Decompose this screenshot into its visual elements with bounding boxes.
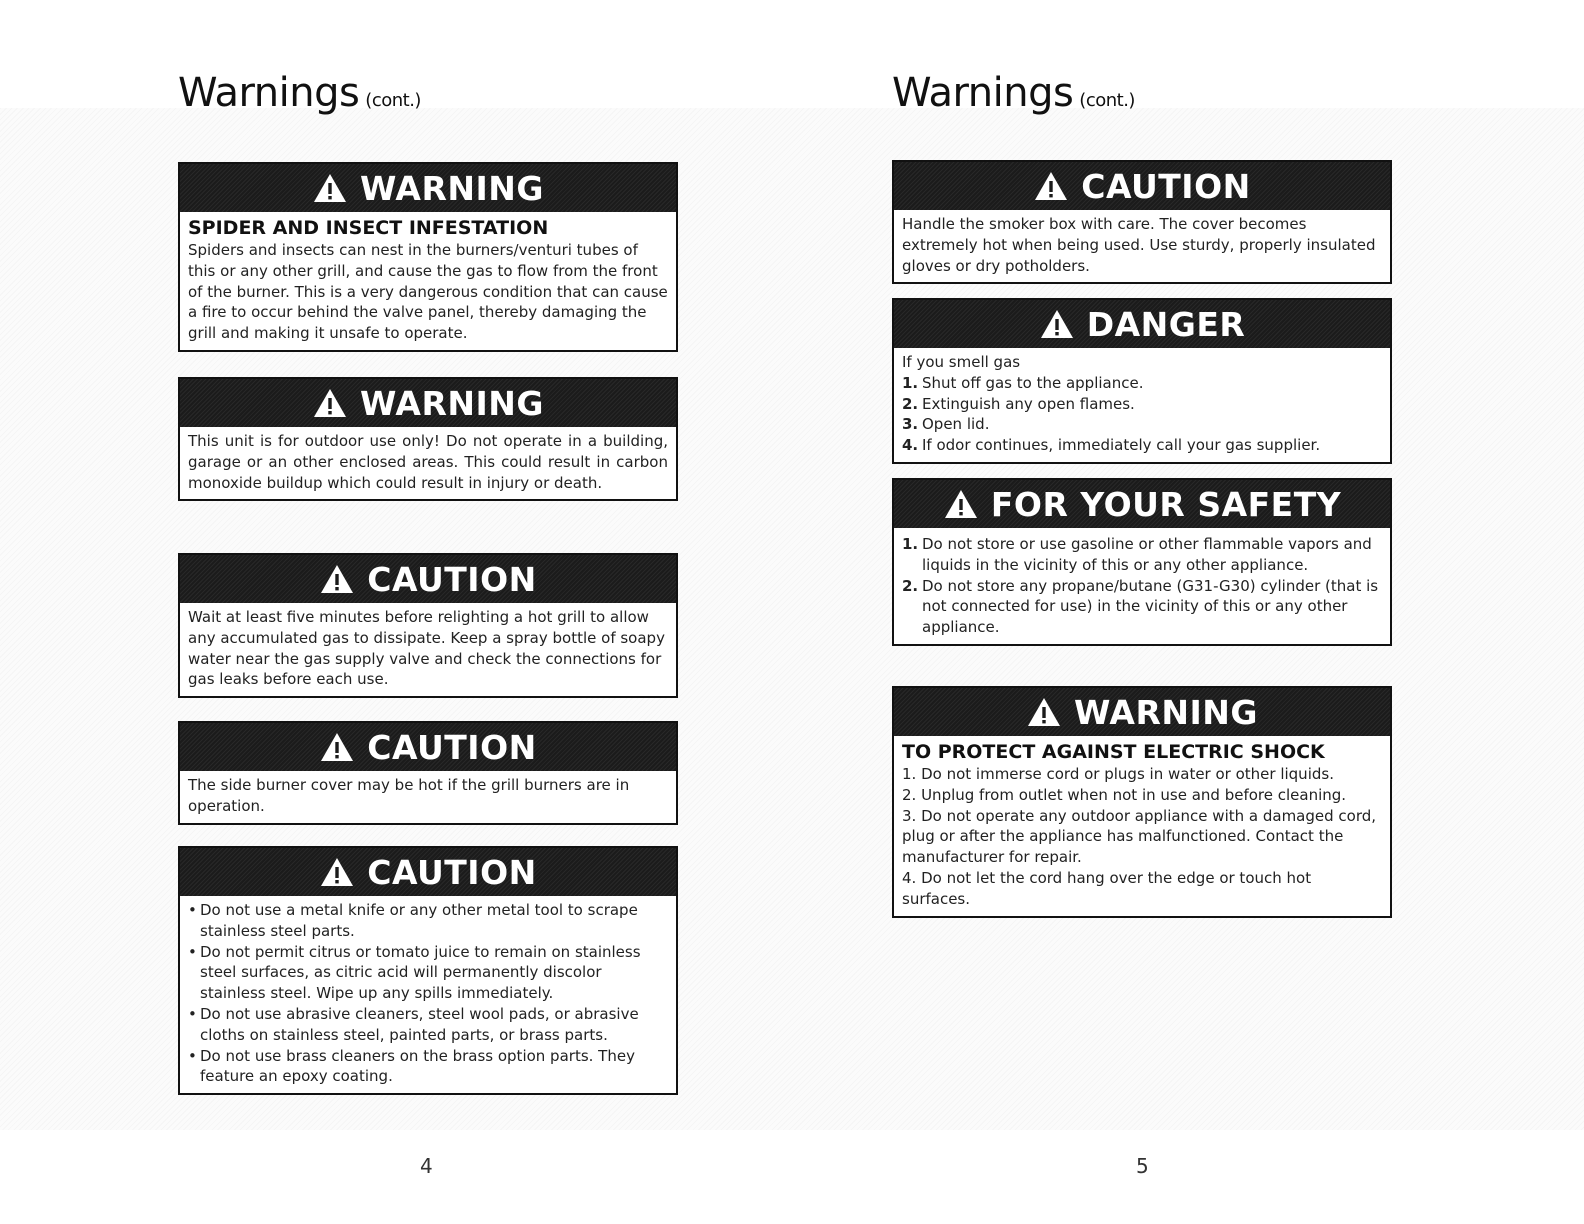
list-item: • Do not use a metal knife or any other metal tool to scrape stainless steel parts. (188, 900, 668, 942)
warning-triangle-icon (1033, 170, 1069, 202)
warning-box-electric (892, 686, 1392, 918)
caution-banner: CAUTION (180, 555, 676, 603)
warning-triangle-icon (319, 731, 355, 763)
list-item: 1. Do not immerse cord or plugs in water or other liquids. (902, 765, 1334, 783)
warning-triangle-icon (1026, 696, 1062, 728)
page-title: Warnings (cont.) (178, 70, 421, 116)
caution-banner: CAUTION (180, 848, 676, 896)
page-number: 5 (1136, 1154, 1149, 1178)
box-intro: If you smell gas (902, 353, 1021, 371)
box-subtitle: TO PROTECT AGAINST ELECTRIC SHOCK (902, 741, 1325, 763)
warning-triangle-icon (312, 387, 348, 419)
list-item: • Do not use brass cleaners on the brass option parts. They feature an epoxy coating. (188, 1046, 668, 1088)
box-text: Wait at least five minutes before relighting a hot grill to allow any accumulated gas to dissipate. Keep a spray bottle of soapy water near the gas supply valve and check the connections for gas leaks before each use. (188, 608, 665, 689)
caution-box-stainless (178, 846, 678, 1095)
safety-banner: FOR YOUR SAFETY (894, 480, 1390, 528)
caution-box-side-burner (178, 721, 678, 825)
list-item: 2. Extinguish any open flames. (902, 394, 1135, 413)
warning-triangle-icon (943, 488, 979, 520)
list-item: 2. Do not store any propane/butane (G31-G30) cylinder (that is not connected for use) in the vicinity of this or any other appliance. (902, 576, 1379, 637)
warning-triangle-icon (1039, 308, 1075, 340)
list-item: • Do not use abrasive cleaners, steel wool pads, or abrasive cloths on stainless steel, painted parts, or brass parts. (188, 1004, 668, 1046)
caution-banner: CAUTION (180, 723, 676, 771)
list-item: 3. Open lid. (902, 415, 990, 434)
caution-box-relight (178, 553, 678, 698)
page-right (792, 0, 1584, 1224)
box-text: Handle the smoker box with care. The cover becomes extremely hot when being used. Use sturdy, properly insulated gloves or dry potholders. (902, 215, 1376, 275)
box-text: The side burner cover may be hot if the grill burners are in operation. (188, 776, 630, 815)
page-title: Warnings (cont.) (892, 70, 1135, 116)
list-item: 1. Do not store or use gasoline or other flammable vapors and liquids in the vicinity of this or any other appliance. (902, 535, 1372, 574)
list-item: • Do not permit citrus or tomato juice to remain on stainless steel surfaces, as citric acid will permanently discolor stainless steel. Wipe up any spills immediately. (188, 942, 668, 1004)
danger-box-gas (892, 298, 1392, 464)
list-item: 3. Do not operate any outdoor appliance with a damaged cord, plug or after the appliance has malfunctioned. Contact the manufacturer for repair. (902, 806, 1377, 867)
warning-triangle-icon (319, 856, 355, 888)
list-item: 1. Shut off gas to the appliance. (902, 373, 1144, 392)
warning-box-insect (178, 162, 678, 352)
caution-box-smoker (892, 160, 1392, 284)
box-text: This unit is for outdoor use only! Do not operate in a building, garage or an other enclosed areas. This could result in carbon monoxide buildup which could result in injury or death. (188, 432, 668, 492)
warning-triangle-icon (312, 172, 348, 204)
warning-triangle-icon (319, 563, 355, 595)
warning-banner: WARNING (180, 379, 676, 427)
box-subtitle: SPIDER AND INSECT INFESTATION (188, 217, 549, 239)
danger-banner: DANGER (894, 300, 1390, 348)
list-item: 2. Unplug from outlet when not in use and before cleaning. (902, 785, 1347, 804)
caution-banner: CAUTION (894, 162, 1390, 210)
list-item: 4. If odor continues, immediately call your gas supplier. (902, 436, 1321, 455)
page-number: 4 (420, 1154, 433, 1178)
warning-banner: WARNING (894, 688, 1390, 736)
list-item: 4. Do not let the cord hang over the edge or touch hot surfaces. (902, 868, 1312, 908)
box-text: Spiders and insects can nest in the burners/venturi tubes of this or any other grill, and cause the gas to flow from the front of the burner. This is a very dangerous condition that can cause a fire to occur behind the valve panel, thereby damaging the grill and making it unsafe to operate. (188, 241, 668, 343)
warning-box-outdoor (178, 377, 678, 501)
safety-box-flammable (892, 478, 1392, 646)
warning-banner: WARNING (180, 164, 676, 212)
